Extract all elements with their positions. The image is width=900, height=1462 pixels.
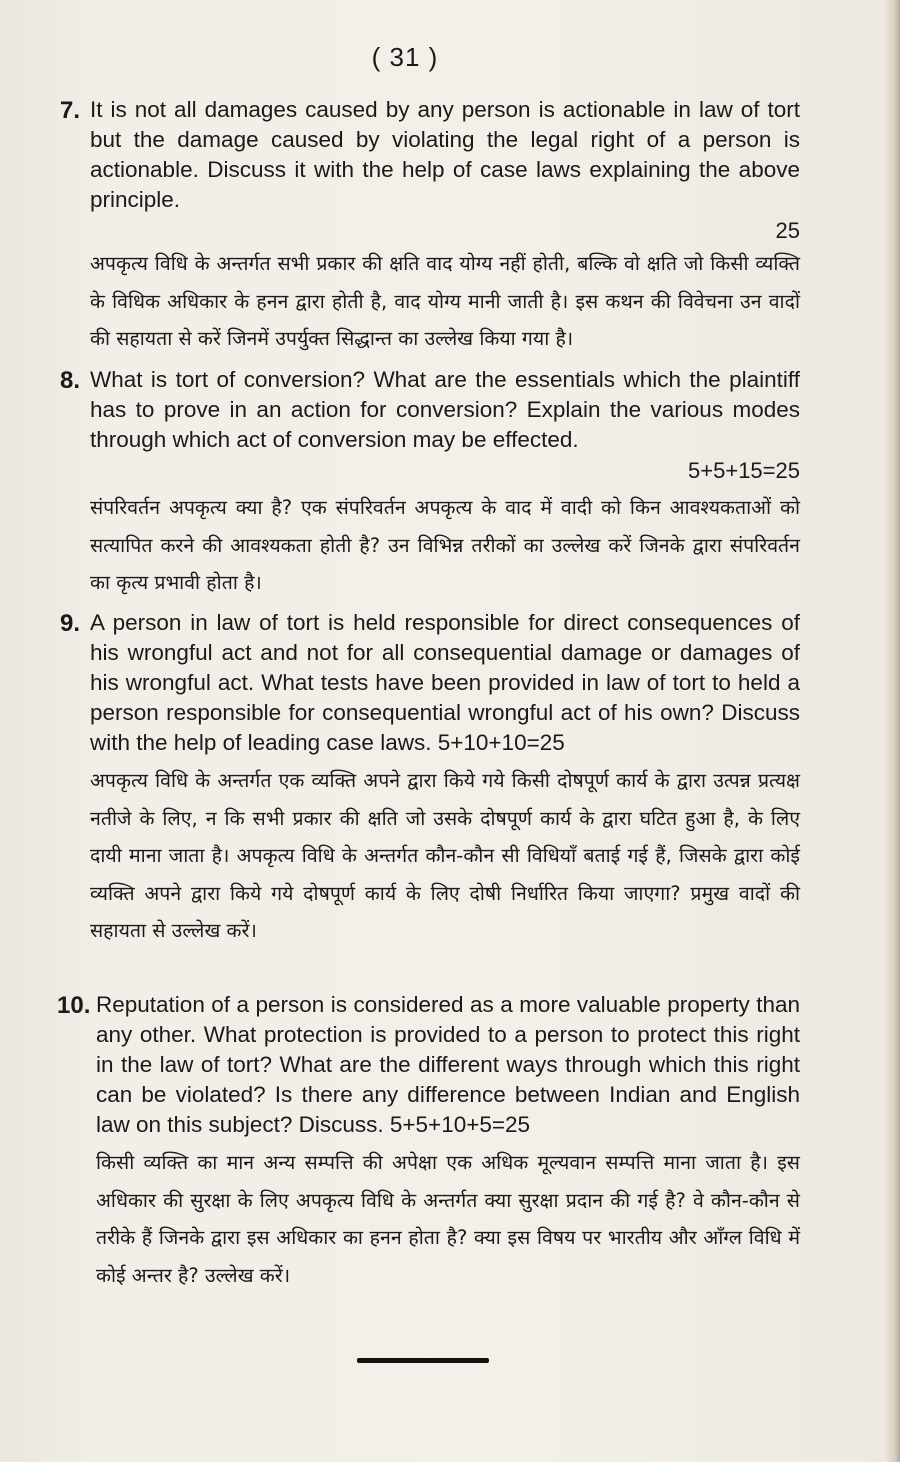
question-8 (60, 365, 800, 602)
question-7 (60, 95, 800, 358)
question-number: 8. (60, 367, 81, 394)
end-divider (357, 1358, 489, 1363)
question-9 (60, 608, 800, 950)
question-hindi-text: किसी व्यक्ति का मान अन्य सम्पत्ति की अपेक्षा एक अधिक मूल्यवान सम्पत्ति माना जाता है। इस अधिकार की सुरक्षा के लिए अपकृत्य विधि के अन्तर्गत क्या सुरक्षा प्रदान की गई है? वे कौन-कौन से तरीके हैं जिनके द्वारा इस अधिकार का हनन होता है? क्या इस विषय पर भारतीय और आँग्ल विधि में कोई अन्तर है? उल्लेख करें। (96, 1151, 800, 1287)
question-marks: 25 (775, 218, 800, 243)
question-english-text: Reputation of a person is considered as a more valuable property than any other. What protection is provided to a person to protect this right in the law of tort? What are the different ways through which this right can be violated? Is there any difference between Indian and English law on this subject? Discuss. (96, 992, 800, 1137)
question-hindi-text: अपकृत्य विधि के अन्तर्गत एक व्यक्ति अपने द्वारा किये गये किसी दोषपूर्ण कार्य के द्वारा उत्पन्न प्रत्यक्ष नतीजे के लिए, न कि सभी प्रकार की क्षति जो उसके दोषपूर्ण कार्य के द्वारा घटित हुआ है, के लिए दायी माना जाता है। अपकृत्य विधि के अन्तर्गत कौन-कौन सी विधियाँ बताई गई हैं, जिसके द्वारा कोई व्यक्ति अपने द्वारा किये गये दोषपूर्ण कार्य के लिए दोषी निर्धारित किया जाएगा? प्रमुख वादों की सहायता से उल्लेख करें। (90, 769, 800, 942)
question-english-text: It is not all damages caused by any person is actionable in law of tort but the damage caused by violating the legal right of a person is actionable. Discuss it with the help of case laws explaining the above principle. (90, 97, 800, 212)
question-marks: 5+5+15=25 (688, 458, 800, 483)
question-number: 7. (60, 97, 81, 124)
question-english-block (96, 990, 800, 1140)
question-hindi-text: अपकृत्य विधि के अन्तर्गत सभी प्रकार की क्षति वाद योग्य नहीं होती, बल्कि वो क्षति जो किसी व्यक्ति के विधिक अधिकार के हनन द्वारा होती है, वाद योग्य मानी जाती है। इस कथन की विवेचना उन वादों की सहायता से करें जिनमें उपर्युक्त सिद्धान्त का उल्लेख किया गया है। (90, 252, 800, 350)
page-edge (886, 0, 900, 1462)
question-number: 9. (60, 610, 81, 637)
question-english-text: A person in law of tort is held responsible for direct consequences of his wrongful act and not for all consequential damage or damages of his wrongful act. What tests have been provided in law of tort to held a person responsible for consequential wrongful act of his own? Discuss with the help of leading case laws. (90, 610, 800, 755)
question-marks: 5+10+10=25 (437, 730, 565, 755)
question-10 (57, 990, 800, 1294)
page-number: ( 31 ) (371, 42, 439, 72)
question-english-text: What is tort of conversion? What are the essentials which the plaintiff has to prove in an action for conversion? Explain the various modes through which act of conversion may be effected. (90, 367, 800, 452)
question-number: 10. (57, 992, 91, 1019)
question-marks: 5+5+10+5=25 (389, 1112, 531, 1137)
question-hindi-text: संपरिवर्तन अपकृत्य क्या है? एक संपरिवर्तन अपकृत्य के वाद में वादी को किन आवश्यकताओं को सत्यापित करने की आवश्यकता होती है? उन विभिन्न तरीकों का उल्लेख करें जिनके द्वारा संपरिवर्तन का कृत्य प्रभावी होता है। (90, 496, 800, 594)
question-english-block (90, 608, 800, 758)
